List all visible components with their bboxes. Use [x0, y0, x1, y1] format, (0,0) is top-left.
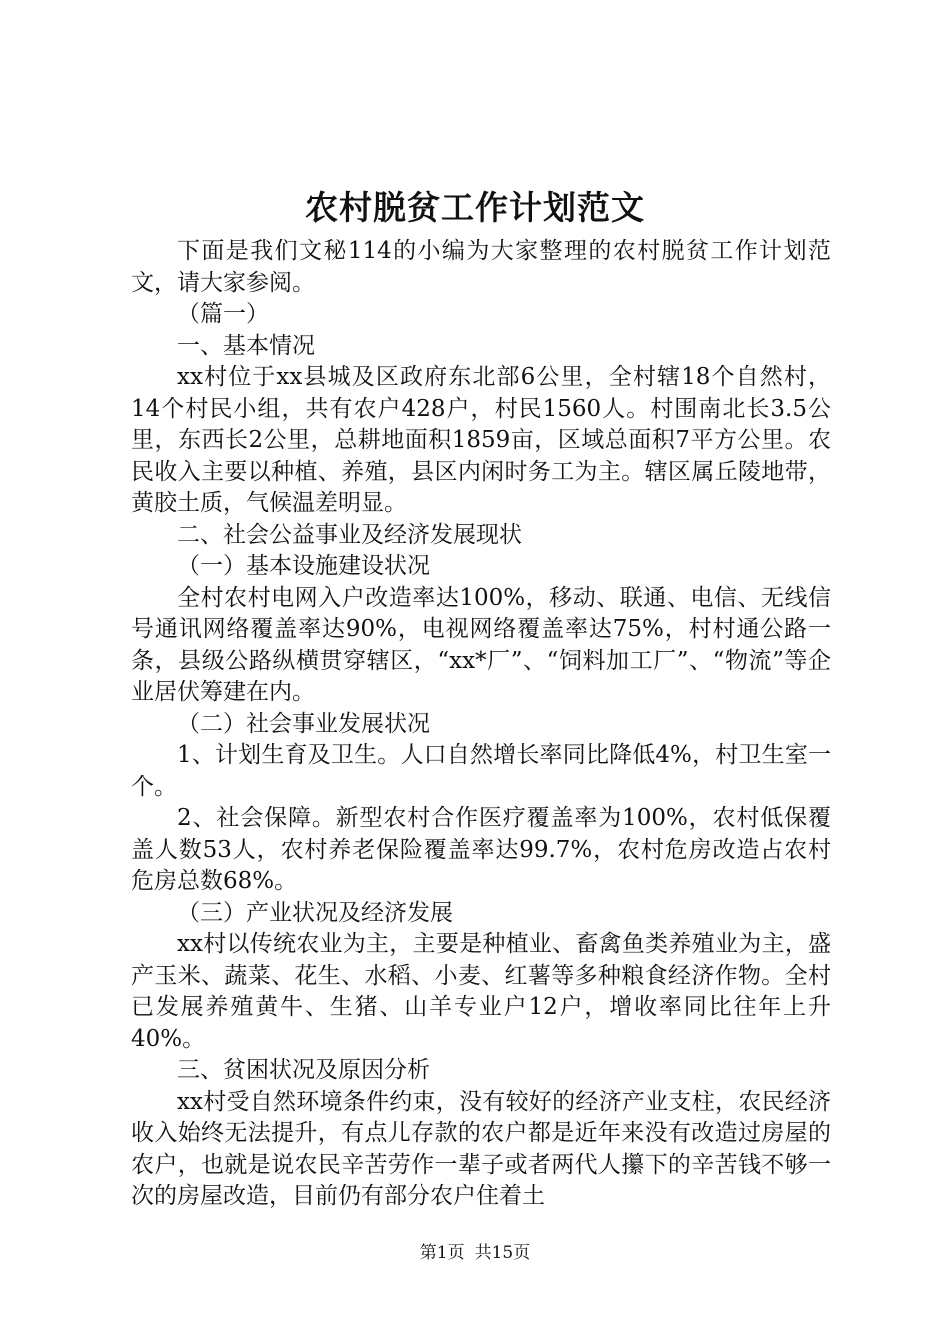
paragraph-basic-situation: xx村位于xx县城及区政府东北部6公里，全村辖18个自然村，14个村民小组，共有农户428户，村民1560人。村围南北长3.5公里，东西长2公里，总耕地面积1859亩，区域总面积7平方公里。农民收入主要以种植、养殖，县区内闲时务工为主。辖区属丘陵地带，黄胶土质，气候温差明显。: [131, 364, 831, 516]
paragraph-social-security: 2、社会保障。新型农村合作医疗覆盖率为100%，农村低保覆盖人数53人，农村养老保险覆盖率达99.7%，农村危房改造占农村危房总数68%。: [131, 805, 831, 894]
paragraph-industry: xx村以传统农业为主，主要是种植业、畜禽鱼类养殖业为主，盛产玉米、蔬菜、花生、水稻、小麦、红薯等多种粮食经济作物。全村已发展养殖黄牛、生猪、山羊专业户12户，增收率同比往年上升40%。: [131, 931, 831, 1052]
section-heading-poverty-analysis: 三、贫困状况及原因分析: [177, 1057, 430, 1083]
subsection-heading-infrastructure: （一）基本设施建设状况: [177, 553, 430, 579]
paragraph-infrastructure: 全村农村电网入户改造率达100%，移动、联通、电信、无线信号通讯网络覆盖率达90%，电视网络覆盖率达75%，村村通公路一条，县级公路纵横贯穿辖区，“xx*厂”、“饲料加工厂”、“物流”等企业居伏筹建在内。: [131, 584, 831, 705]
document-body: [131, 236, 831, 1213]
document-title: 农村脱贫工作计划范文: [305, 188, 645, 227]
section-label-part-one: （篇一）: [177, 301, 269, 327]
page-total: 共15页: [474, 1243, 531, 1263]
section-heading-public-welfare: 二、社会公益事业及经济发展现状: [177, 521, 522, 548]
paragraph-poverty-analysis: xx村受自然环境条件约束，没有较好的经济产业支柱，农民经济收入始终无法提升，有点儿存款的农户都是近年来没有改造过房屋的农户，也就是说农民辛苦劳作一辈子或者两代人攥下的辛苦钱不够一次的房屋改造，目前仍有部分农户住着土: [131, 1088, 831, 1209]
subsection-heading-social-affairs: （二）社会事业发展状况: [177, 710, 430, 737]
paragraph-family-planning: 1、计划生育及卫生。人口自然增长率同比降低4%，村卫生室一个。: [131, 742, 831, 800]
page-number: 第1页: [419, 1243, 465, 1263]
page-footer: [0, 1241, 950, 1265]
section-heading-basic-situation: 一、基本情况: [177, 332, 315, 359]
intro-paragraph: 下面是我们文秘114的小编为大家整理的农村脱贫工作计划范文，请大家参阅。: [131, 238, 831, 296]
subsection-heading-industry: （三）产业状况及经济发展: [177, 899, 453, 926]
